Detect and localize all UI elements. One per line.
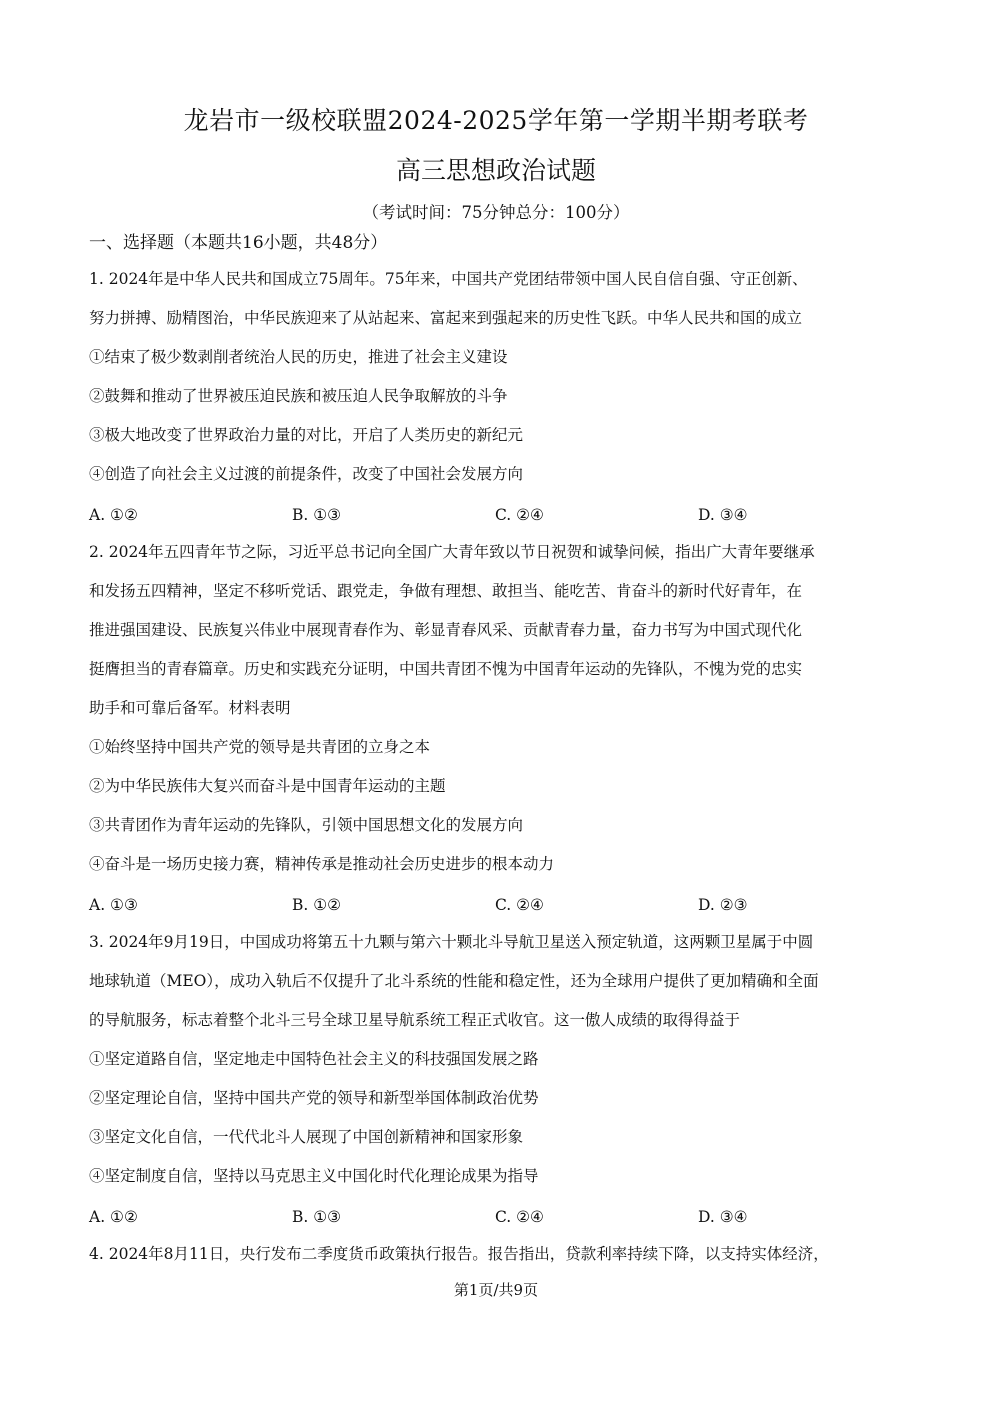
- q1-item-4: ④创造了向社会主义过渡的前提条件，改变了中国社会发展方向: [89, 465, 524, 483]
- q1-option-b: B. ①③: [292, 506, 342, 524]
- q1-item-2: ②鼓舞和推动了世界被压迫民族和被压迫人民争取解放的斗争: [89, 387, 508, 405]
- q2-stem-line-1: 2. 2024年五四青年节之际，习近平总书记向全国广大青年致以节日祝贺和诚挚问候，指出广大青年要继承: [89, 543, 815, 561]
- q1-stem-line-2: 努力拼搏、励精图治，中华民族迎来了从站起来、富起来到强起来的历史性飞跃。中华人民共和国的成立: [89, 309, 803, 327]
- q3-item-2: ②坚定理论自信，坚持中国共产党的领导和新型举国体制政治优势: [89, 1089, 539, 1107]
- q2-stem-line-4: 挺膺担当的青春篇章。历史和实践充分证明，中国共青团不愧为中国青年运动的先锋队，不愧为党的忠实: [89, 660, 803, 678]
- q3-item-3: ③坚定文化自信，一代代北斗人展现了中国创新精神和国家形象: [89, 1128, 524, 1146]
- q3-stem-line-3: 的导航服务，标志着整个北斗三号全球卫星导航系统工程正式收官。这一傲人成绩的取得得益于: [89, 1011, 741, 1029]
- q1-item-1: ①结束了极少数剥削者统治人民的历史，推进了社会主义建设: [89, 348, 508, 366]
- q1-stem-line-1: 1. 2024年是中华人民共和国成立75周年。75年来，中国共产党团结带领中国人民自信自强、守正创新、: [89, 270, 808, 288]
- q3-stem-line-1: 3. 2024年9月19日，中国成功将第五十九颗与第六十颗北斗导航卫星送入预定轨道，这两颗卫星属于中圆: [89, 933, 814, 951]
- q4-stem-line-1: 4. 2024年8月11日，央行发布二季度货币政策执行报告。报告指出，贷款利率持续下降，以支持实体经济，: [89, 1245, 829, 1263]
- q1-options: [89, 503, 909, 527]
- q2-item-2: ②为中华民族伟大复兴而奋斗是中国青年运动的主题: [89, 777, 446, 795]
- q2-item-3: ③共青团作为青年运动的先锋队，引领中国思想文化的发展方向: [89, 816, 524, 834]
- q3-option-a: A. ①②: [89, 1208, 138, 1226]
- exam-title: 龙岩市一级校联盟2024-2025学年第一学期半期考联考: [183, 106, 809, 135]
- q2-option-d: D. ②③: [698, 896, 748, 914]
- page-number: 第1页/共9页: [453, 1281, 539, 1299]
- q2-option-a: A. ①③: [89, 896, 138, 914]
- q3-options: [89, 1205, 909, 1229]
- q2-item-1: ①始终坚持中国共产党的领导是共青团的立身之本: [89, 738, 431, 756]
- q2-item-4: ④奋斗是一场历史接力赛，精神传承是推动社会历史进步的根本动力: [89, 855, 555, 873]
- q2-options: [89, 893, 909, 917]
- q1-option-c: C. ②④: [495, 506, 544, 524]
- q2-stem-line-5: 助手和可靠后备军。材料表明: [89, 699, 291, 717]
- q1-item-3: ③极大地改变了世界政治力量的对比，开启了人类历史的新纪元: [89, 426, 524, 444]
- q2-stem-line-2: 和发扬五四精神，坚定不移听党话、跟党走，争做有理想、敢担当、能吃苦、肯奋斗的新时代好青年，在: [89, 582, 803, 600]
- q3-option-b: B. ①③: [292, 1208, 342, 1226]
- q2-stem-line-3: 推进强国建设、民族复兴伟业中展现青春作为、彰显青春风采、贡献青春力量，奋力书写为中国式现代化: [89, 621, 803, 639]
- q1-option-a: A. ①②: [89, 506, 138, 524]
- q2-option-c: C. ②④: [495, 896, 544, 914]
- exam-subtitle: 高三思想政治试题: [395, 156, 596, 185]
- section-heading: 一、选择题（本题共16小题，共48分）: [89, 233, 388, 253]
- q3-option-c: C. ②④: [495, 1208, 544, 1226]
- q3-option-d: D. ③④: [698, 1208, 748, 1226]
- q3-item-1: ①坚定道路自信，坚定地走中国特色社会主义的科技强国发展之路: [89, 1050, 539, 1068]
- exam-info: （考试时间：75分钟总分：100分）: [362, 203, 630, 222]
- q3-item-4: ④坚定制度自信，坚持以马克思主义中国化时代化理论成果为指导: [89, 1167, 539, 1185]
- q2-option-b: B. ①②: [292, 896, 342, 914]
- q1-option-d: D. ③④: [698, 506, 748, 524]
- q3-stem-line-2: 地球轨道（MEO），成功入轨后不仅提升了北斗系统的性能和稳定性，还为全球用户提供了更加精确和全面: [89, 972, 819, 990]
